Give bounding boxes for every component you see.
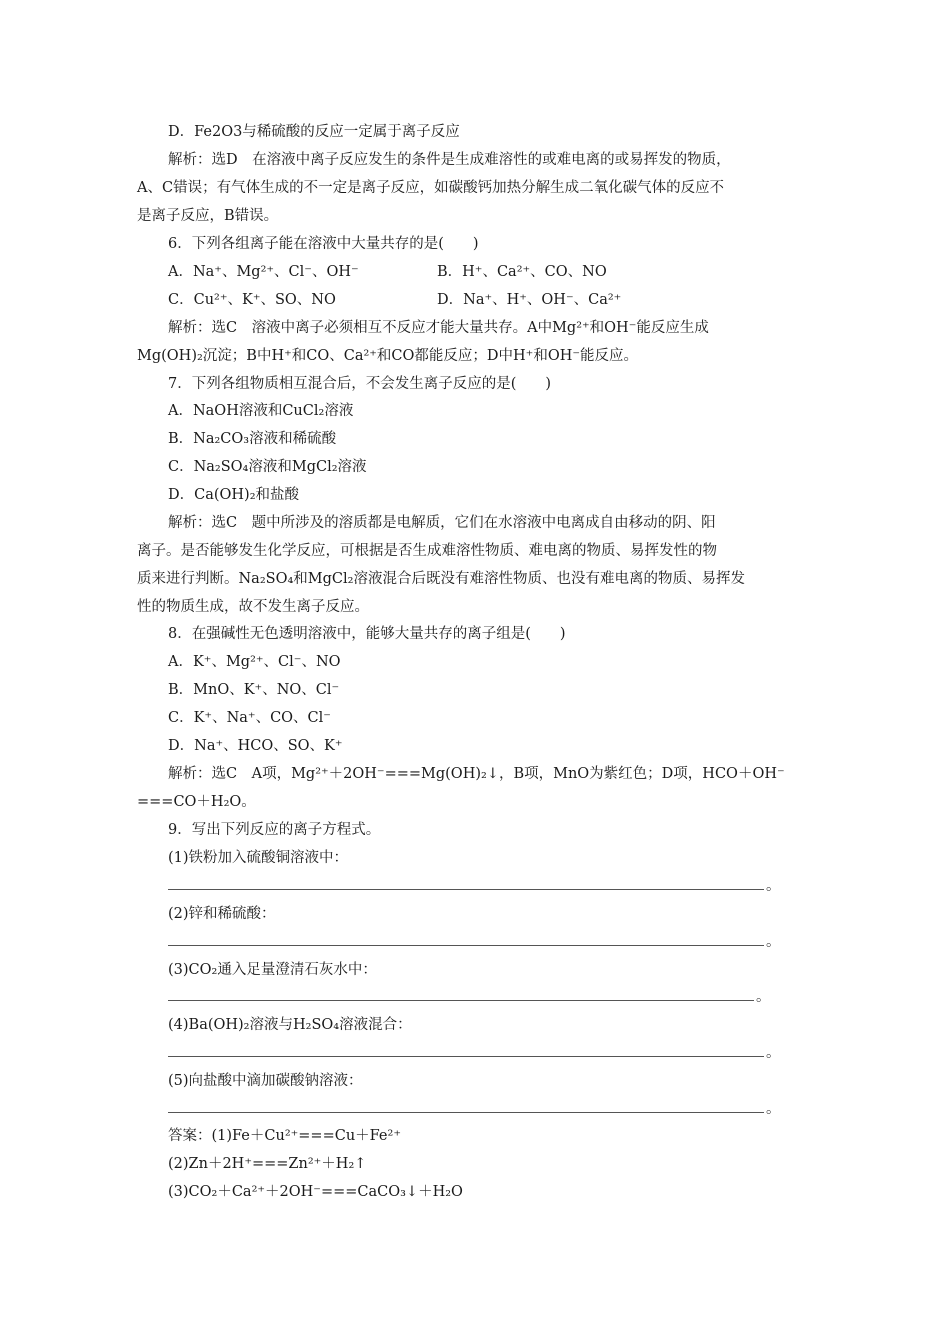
q6-analysis-line-1: 解析：选C 溶液中离子必须相互不反应才能大量共存。A中Mg²⁺和OH⁻能反应生成 (168, 320, 709, 336)
q9-part-2-answer-line[interactable] (168, 945, 764, 946)
q9-part-3-answer-line[interactable] (168, 1000, 754, 1001)
q7-analysis-line-1: 解析：选C 题中所涉及的溶质都是电解质，它们在水溶液中电离成自由移动的阴、阳 (168, 515, 716, 531)
q9-part-2-period: 。 (766, 934, 781, 950)
q9-answer-line-3: (3)CO₂＋Ca²⁺＋2OH⁻===CaCO₃↓＋H₂O (168, 1184, 463, 1200)
q6-option-b: B．H⁺、Ca²⁺、CO、NO (437, 264, 607, 280)
q7-analysis-line-3: 质来进行判断。Na₂SO₄和MgCl₂溶液混合后既没有难溶性物质、也没有难电离的物质、易挥发 (137, 571, 745, 587)
q6-analysis-line-2: Mg(OH)₂沉淀；B中H⁺和CO、Ca²⁺和CO都能反应；D中H⁺和OH⁻能反应。 (137, 348, 639, 364)
q8-option-a: A．K⁺、Mg²⁺、Cl⁻、NO (168, 654, 341, 670)
q8-option-c: C．K⁺、Na⁺、CO、Cl⁻ (168, 710, 331, 726)
q8-stem: 8．在强碱性无色透明溶液中，能够大量共存的离子组是( ) (168, 626, 566, 642)
q7-analysis-line-2: 离子。是否能够发生化学反应，可根据是否生成难溶性物质、难电离的物质、易挥发性的物 (137, 543, 717, 559)
q9-part-1-period: 。 (766, 878, 781, 894)
q7-analysis-line-4: 性的物质生成，故不发生离子反应。 (137, 599, 369, 615)
q7-option-c: C．Na₂SO₄溶液和MgCl₂溶液 (168, 459, 367, 475)
q6-stem: 6．下列各组离子能在溶液中大量共存的是( ) (168, 236, 479, 252)
q5-analysis-line-3: 是离子反应，B错误。 (137, 208, 279, 224)
q9-answer-line-2: (2)Zn＋2H⁺===Zn²⁺＋H₂↑ (168, 1156, 367, 1172)
q7-option-a: A．NaOH溶液和CuCl₂溶液 (168, 403, 354, 419)
q9-part-1-prompt: (1)铁粉加入硫酸铜溶液中： (168, 850, 349, 866)
q9-stem: 9．写出下列反应的离子方程式。 (168, 822, 381, 838)
q8-analysis-line-2: ===CO＋H₂O。 (137, 794, 256, 810)
q9-part-5-answer-line[interactable] (168, 1112, 764, 1113)
q9-part-5-period: 。 (766, 1101, 781, 1117)
q5-option-d: D．Fe2O3与稀硫酸的反应一定属于离子反应 (168, 124, 460, 140)
q9-part-4-answer-line[interactable] (168, 1056, 764, 1057)
q9-part-2-prompt: (2)锌和稀硫酸： (168, 906, 276, 922)
q8-option-b: B．MnO、K⁺、NO、Cl⁻ (168, 682, 340, 698)
q9-part-3-period: 。 (756, 989, 771, 1005)
q9-part-4-period: 。 (766, 1045, 781, 1061)
q9-part-3-prompt: (3)CO₂通入足量澄清石灰水中： (168, 962, 377, 978)
q6-option-a: A．Na⁺、Mg²⁺、Cl⁻、OH⁻ (168, 264, 359, 280)
q9-part-5-prompt: (5)向盐酸中滴加碳酸钠溶液： (168, 1073, 363, 1089)
q8-option-d: D．Na⁺、HCO、SO、K⁺ (168, 738, 343, 754)
q6-option-c: C．Cu²⁺、K⁺、SO、NO (168, 292, 336, 308)
q5-analysis-line-1: 解析：选D 在溶液中离子反应发生的条件是生成难溶性的或难电离的或易挥发的物质， (168, 152, 731, 168)
q6-option-d: D．Na⁺、H⁺、OH⁻、Ca²⁺ (437, 292, 622, 308)
q8-analysis-line-1: 解析：选C A项，Mg²⁺＋2OH⁻===Mg(OH)₂↓，B项，MnO为紫红色；D项，HCO＋OH⁻ (168, 766, 785, 782)
q9-answer-line-1: 答案：(1)Fe＋Cu²⁺===Cu＋Fe²⁺ (168, 1128, 401, 1144)
q7-option-d: D．Ca(OH)₂和盐酸 (168, 487, 300, 503)
q9-part-1-answer-line[interactable] (168, 889, 764, 890)
q7-stem: 7．下列各组物质相互混合后，不会发生离子反应的是( ) (168, 376, 552, 392)
q5-analysis-line-2: A、C错误；有气体生成的不一定是离子反应，如碳酸钙加热分解生成二氧化碳气体的反应不 (137, 180, 725, 196)
q9-part-4-prompt: (4)Ba(OH)₂溶液与H₂SO₄溶液混合： (168, 1017, 412, 1033)
q7-option-b: B．Na₂CO₃溶液和稀硫酸 (168, 431, 337, 447)
